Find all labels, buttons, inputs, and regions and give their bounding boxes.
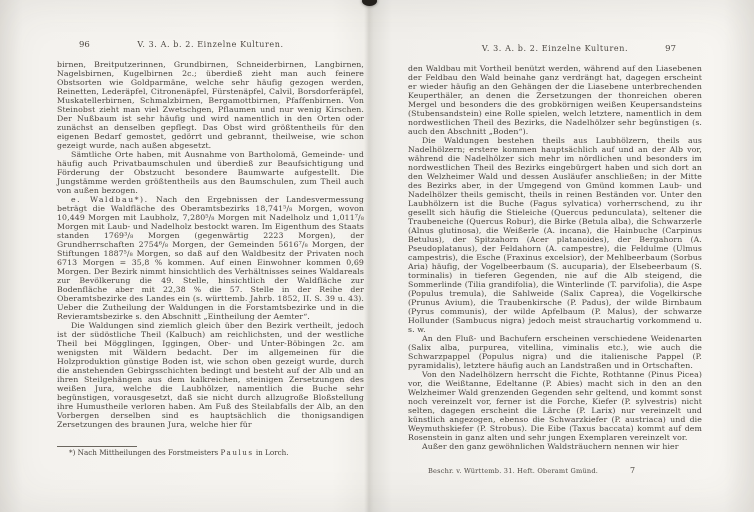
paragraph-weidenarten: An den Fluß- und Bachufern erscheinen verschiedene Weidenarten (Salix alba, purpurea, vitellina, viminalis etc.), wie auch die Schwarzpappel (Populus nigra) und die italienische Pappel (P. pyramidalis), letztere häufig auch an Landstraßen und in Ortschaften. bbox=[408, 334, 702, 370]
paragraph-waldverteilung: Die Waldungen sind ziemlich gleich über den Bezirk vertheilt, jedoch ist der südöstliche Theil (Kalbuch) am reichlichsten, und der westliche Theil bei Mögglingen, Iggingen, Ober- und Unter-Böbingen 2c. am wenigsten mit Wäldern bedacht. Der im allgemeinen für die Holzproduktion günstige Boden ist, wie schon oben gezeigt wurde, durch die anstehenden Gebirgsschichten bedingt und besteht auf der Alb und an ihren Steilgehängen aus dem kalkreichen, steinigen Zersetzungen des weißen Jura, welche die Laubhölzer, namentlich die Buche sehr begünstigen, vorausgesetzt, daß sie nicht durch allzugroße Bloßstellung ihre Humustheile verloren haben. Am Fuß des Steilabfalls der Alb, an den Vorbergen derselben sind es hauptsächlich die thonigsandigen Zersetzungen des braunen Jura, welche hier für bbox=[57, 321, 364, 429]
footnote-person-name: Paulus bbox=[220, 448, 254, 457]
left-page-number: 96 bbox=[79, 40, 90, 50]
paragraph-baumschulen: Sämtliche Orte haben, mit Ausnahme von Bartholomä, Gemeinde- und häufig auch Privatbaumschulen und überdieß zur Beaufsichtigung und Förderung der Obstzucht besondere Baumwarte aufgestellt. Die Jungstämme werden größtentheils aus den Baumschulen, zum Theil auch von außen bezogen. bbox=[57, 150, 364, 195]
binding-notch bbox=[362, 0, 377, 6]
waldbau-section-heading: e. Waldbau*). bbox=[71, 195, 149, 204]
footnote-text-before: *) Nach Mittheilungen des Forstmeisters bbox=[69, 448, 221, 457]
footnote bbox=[57, 449, 364, 458]
right-page-text-block bbox=[408, 64, 702, 462]
right-page-number: 97 bbox=[665, 44, 676, 54]
sheet-number: 7 bbox=[630, 466, 636, 475]
left-page-header bbox=[57, 40, 364, 52]
book-gutter-shadow bbox=[364, 0, 374, 512]
paragraph-laubhoelzer: Die Waldungen bestehen theils aus Laubhölzern, theils aus Nadelhölzern; erstere kommen hauptsächlich auf und an der Alb vor, während die Nadelhölzer sich mehr im nördlichen und besonders im nordwestlichen Theil des Bezirks eingebürgert haben und sich dort an den Welzheimer Wald und dessen Ausläufer anschließen; in der Mitte des Bezirks aber, in der Umgegend von Gmünd kommen Laub- und Nadelhölzer theils gemischt, theils in reinen Beständen vor. Unter den Laubhölzern ist die Buche (Fagus sylvatica) vorherrschend, zu ihr gesellt sich häufig die Stieleiche (Quercus pedunculata), seltener die Traubeneiche (Quercus Robur), die Birke (Betula alba), die Schwarzerle (Alnus glutinosa), die Weißerle (A. incana), die Hainbuche (Carpinus Betulus), der Spitzahorn (Acer platanoides), der Bergahorn (A. Pseudoplatanus), der Feldahorn (A. campestre), die Feldulme (Ulmus campestris), die Esche (Fraxinus excelsior), der Mehlbeerbaum (Sorbus Aria) häufig, der Vogelbeerbaum (S. aucuparia), der Elsebeerbaum (S. torminalis) in tieferen Gegenden, nie auf die Alb steigend, die Sommerlinde (Tilia grandifolia), die Winterlinde (T. parvifolia), die Aspe (Populus tremula), die Sahlweide (Salix Caprea), die Vogelkirsche (Prunus Avium), die Traubenkirsche (P. Padus), der wilde Birnbaum (Pyrus communis), der wilde Apfelbaum (P. Malus), der schwarze Hollunder (Sambucus nigra) jedoch meist strauchartig vorkommend u. s. w. bbox=[408, 136, 702, 334]
printer-signature-line bbox=[408, 467, 702, 477]
paragraph-nadelhoelzer: Von den Nadelhölzern herrscht die Fichte, Rothtanne (Pinus Picea) vor, die Weißtanne, Edeltanne (P. Abies) macht sich in den an den Welzheimer Wald grenzenden Gegenden sehr geltend, und kommt sonst noch vereinzelt vor, ferner ist die Forche, Kiefer (P. sylvestris) nicht selten, dagegen erscheint die Lärche (P. Larix) nur vereinzelt und künstlich angezogen, ebenso die Schwarzkiefer (P. austriaca) und die Weymuthskiefer (P. Strobus). Die Eibe (Taxus baccata) kommt auf dem Rosenstein in ganz alten und sehr jungen Exemplaren vereinzelt vor. bbox=[408, 370, 702, 442]
waldbau-section-text: Nach den Ergebnissen der Landesvermessung beträgt die Waldfläche des Oberamtsbezirks 18,741⁵/₈ Morgen, wovon 10,449 Morgen mit Laubholz, 7,280⁵/₈ Morgen mit Nadelholz und 1,011⁷/₈ Morgen mit Laub- und Nadelholz bestockt waren. Im Eigenthum des Staats standen 1769³/₈ Morgen (gegenwärtig 2223 Morgen), der Grundherrschaften 2754⁶/₈ Morgen, der Gemeinden 5616⁷/₈ Morgen, der Stiftungen 1887⁵/₈ Morgen, so daß auf den Waldbesitz der Privaten noch 6713 Morgen = 35,8 % kommen. Auf einen Einwohner kommen 0,69 Morgen. Der Bezirk nimmt hinsichtlich des Verhältnisses seines Waldareals zur Bevölkerung die 49. Stelle, hinsichtlich der Waldfläche zur Bodenfläche aber mit 22,38 % die 57. Stelle in der Reihe der Oberamtsbezirke des Landes ein (s. württemb. Jahrb. 1852, II. S. 39 u. 43). Ueber die Zutheilung der Waldungen in die Forstamtsbezirke und in die Revieramtsbezirke s. den Abschnitt „Eintheilung der Aemter“. bbox=[57, 195, 364, 321]
left-running-header: V. 3. A. b. 2. Einzelne Kulturen. bbox=[137, 40, 284, 49]
right-page-header bbox=[408, 44, 702, 56]
left-page bbox=[57, 40, 364, 458]
right-running-header: V. 3. A. b. 2. Einzelne Kulturen. bbox=[481, 44, 629, 53]
left-page-text-block bbox=[57, 60, 364, 440]
series-imprint: Beschr. v. Württemb. 31. Heft. Oberamt Gmünd. bbox=[428, 467, 599, 475]
footnote-rule bbox=[57, 446, 137, 447]
footnote-text-after: in Lorch. bbox=[253, 448, 289, 457]
paragraph-obstsorten: birnen, Breitputzerinnen, Grundbirnen, Schneiderbirnen, Langbirnen, Nagelsbirnen, Kugelbirnen 2c.; überdieß zieht man auch feinere Obstsorten wie Goldparmäne, welche sehr häufig gezogen werden, Reinetten, Lederäpfel, Citronenäpfel, Fürstenäpfel, Calvil, Borsdorferäpfel, Muskatellerbirnen, Schmalzbirnen, Bergamottbirnen, Pfaffenbirnen. Von Steinobst zieht man viel Zwetschgen, Pflaumen und nur wenig Kirschen. Der Nußbaum ist sehr häufig und wird namentlich in den Orten oder zunächst an denselben gepflegt. Das Obst wird größtentheils für den eigenen Bedarf gemostet, gedörrt und gebrannt, theilweise, wie schon gezeigt wurde, nach außen abgesetzt. bbox=[57, 60, 364, 150]
paragraph-waldbau-fortsetzung: den Waldbau mit Vortheil benützt werden, während auf den Liasebenen der Feldbau den Wald beinahe ganz verdrängt hat, dagegen erscheint er wieder häufig an den Gehängen der die Liasebene unterbrechenden Keuperthäler, an denen die Zersetzungen der thonreichen oberen Mergel und besonders die des grobkörnigen weißen Keupersandsteins (Stubensandstein) eine Rolle spielen, welch letztere, namentlich in dem nordwestlichen Theil des Bezirks, die Nadelhölzer sehr begünstigen (s. auch den Abschnitt „Boden“). bbox=[408, 64, 702, 136]
paragraph-waldbau-statistik bbox=[57, 195, 364, 321]
right-page bbox=[408, 44, 702, 477]
paragraph-waldstraeucher-intro: Außer den ganz gewöhnlichen Waldsträuchern nennen wir hier bbox=[422, 442, 679, 451]
